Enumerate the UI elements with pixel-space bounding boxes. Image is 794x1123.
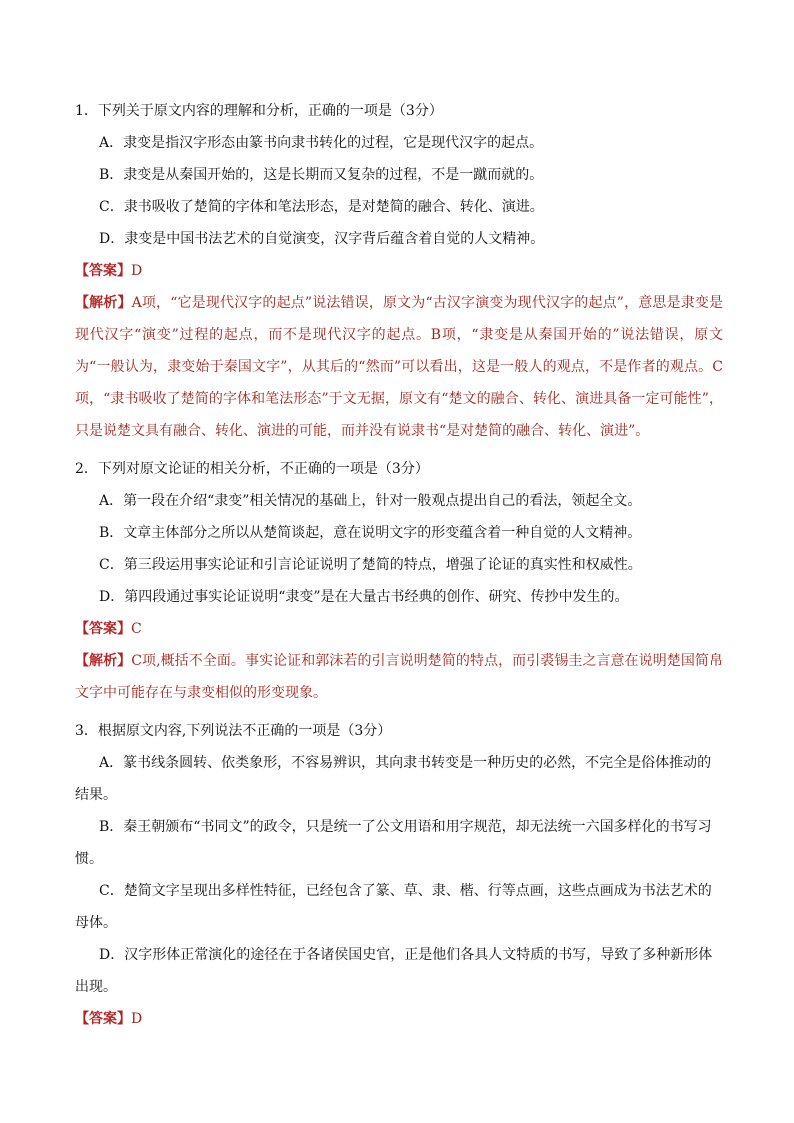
analysis-text: C项,概括不全面。事实论证和郭沫若的引言说明楚简的特点，而引裘锡圭之言意在说明楚国简帛文字中可能存在与隶变相似的形变现象。 bbox=[75, 653, 723, 701]
question-2-option-a: A．第一段在介绍“隶变”相关情况的基础上，针对一般观点提出自己的看法，领起全文。 bbox=[99, 493, 642, 509]
question-1-option-d: D．隶变是中国书法艺术的自觉演变，汉字背后蕴含着自觉的人文精神。 bbox=[99, 231, 545, 247]
question-3-option-b: B．秦王朝颁布“书同文”的政令，只是统一了公文用语和用字规范，却无法统一六国多样化的书写习惯。 bbox=[75, 819, 712, 867]
answer-value: C bbox=[131, 621, 142, 637]
analysis-tag: 【解析】 bbox=[75, 295, 132, 311]
analysis-text: A项，“它是现代汉字的起点”说法错误，原文为“古汉字演变为现代汉字的起点”，意思是隶变是现代汉字“演变”过程的起点，而不是现代汉字的起点。B项，“隶变是从秦国开始的”说法错误，原文为“一般认为，隶变始于秦国文字”，从其后的“然而”可以看出，这是一般人的观点，不是作者的观点。C项，“隶书吸收了楚简的字体和笔法形态”于文无据，原文有“楚文的融合、转化、演进具备一定可能性”，只是说楚文具有融合、转化、演进的可能，而并没有说隶书“是对楚简的融合、转化、演进”。 bbox=[75, 295, 723, 439]
question-1-option-b: B．隶变是从秦国开始的，这是长期而又复杂的过程，不是一蹴而就的。 bbox=[99, 167, 544, 183]
analysis-tag: 【解析】 bbox=[75, 653, 132, 669]
question-3-answer bbox=[75, 1003, 723, 1035]
question-2-analysis bbox=[75, 645, 723, 709]
question-3-option-a: A．篆书线条圆转、依类象形，不容易辨识，其向隶书转变是一种历史的必然，不完全是俗体推动的结果。 bbox=[75, 755, 712, 803]
question-2-answer bbox=[75, 613, 723, 645]
question-1-stem: 1．下列关于原文内容的理解和分析，正确的一项是（3分） bbox=[75, 103, 443, 119]
question-2-option-c: C．第三段运用事实论证和引言论证说明了楚简的特点，增强了论证的真实性和权威性。 bbox=[99, 557, 642, 573]
question-1-analysis bbox=[75, 287, 723, 447]
document-page bbox=[75, 95, 723, 1035]
question-1-answer bbox=[75, 255, 723, 287]
question-3-option-c: C．楚简文字呈现出多样性特征，已经包含了篆、草、隶、楷、行等点画，这些点画成为书法艺术的母体。 bbox=[75, 883, 712, 931]
question-2-option-b: B．文章主体部分之所以从楚简谈起，意在说明文字的形变蕴含着一种自觉的人文精神。 bbox=[99, 525, 642, 541]
question-2-option-d: D．第四段通过事实论证说明“隶变”是在大量古书经典的创作、研究、传抄中发生的。 bbox=[99, 589, 629, 605]
answer-tag: 【答案】 bbox=[75, 621, 131, 637]
answer-tag: 【答案】 bbox=[75, 1011, 131, 1027]
answer-value: D bbox=[131, 263, 143, 279]
question-1-option-c: C．隶书吸收了楚简的字体和笔法形态，是对楚简的融合、转化、演进。 bbox=[99, 199, 544, 215]
answer-value: D bbox=[131, 1011, 143, 1027]
answer-tag: 【答案】 bbox=[75, 263, 131, 279]
question-3-stem: 3．根据原文内容,下列说法不正确的一项是（3分） bbox=[75, 723, 392, 739]
question-2-stem: 2．下列对原文论证的相关分析，不正确的一项是（3分） bbox=[75, 461, 429, 477]
question-3-option-d: D．汉字形体正常演化的途径在于各诸侯国史官，正是他们各具人文特质的书写，导致了多种新形体出现。 bbox=[75, 947, 713, 995]
question-1-option-a: A．隶变是指汉字形态由篆书向隶书转化的过程，它是现代汉字的起点。 bbox=[99, 135, 544, 151]
